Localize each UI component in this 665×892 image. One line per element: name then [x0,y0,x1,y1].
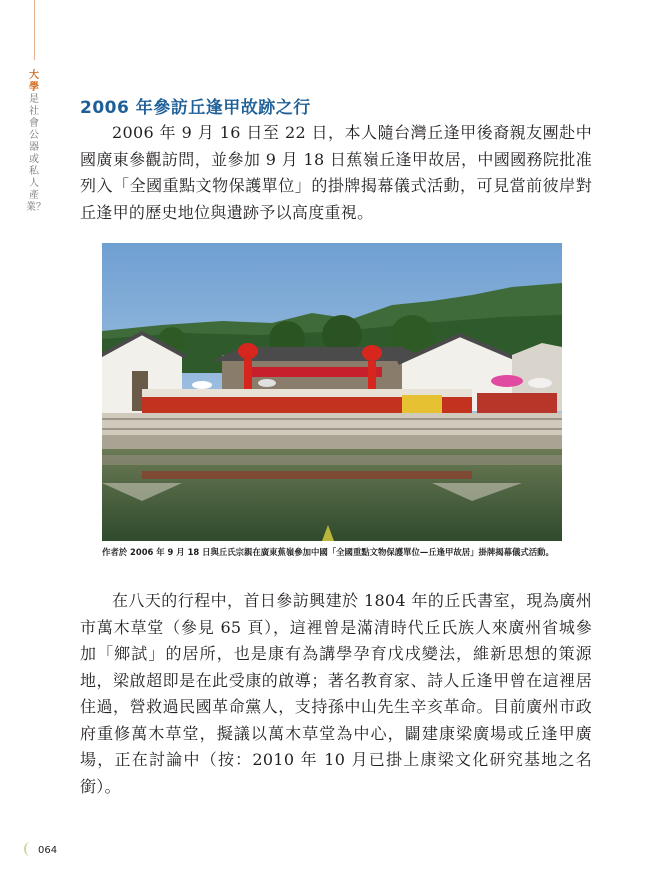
running-title-accent: 大學 [29,70,39,93]
umbrella [491,375,523,387]
page-arc-icon [24,842,36,856]
side-rule [34,0,35,60]
running-title-text: 是社會公器或私人產業？ [26,94,46,213]
running-title [26,70,46,214]
balustrade [102,413,562,435]
page-number-text: 064 [38,845,58,856]
lantern-left [238,343,258,359]
paragraph-1: 2006 年 9 月 16 日至 22 日，本人隨台灣丘逢甲後裔親友團赴中國廣東參觀訪問，並參加 9 月 18 日蕉嶺丘逢甲故居，中國國務院批准列入「全國重點文物保護單位」的掛牌揭幕儀式活動，可見當前彼岸對丘逢甲的歷史地位與遺跡予以高度重視。 [80,123,592,222]
section-heading: 2006 年參訪丘逢甲故跡之行 [80,98,311,118]
photo-caption: 作者於 2006 年 9 月 18 日與丘氏宗親在廣東蕉嶺參加中國「全國重點文物保護單位—丘逢甲故居」掛牌揭幕儀式活動。 [102,547,554,557]
paragraph-2: 在八天的行程中，首日參訪興建於 1804 年的丘氏書室，現為廣州市萬木草堂（參見 65 頁），這裡曾是滿清時代丘氏族人來廣州省城參加「鄉試」的居所，也是康有為講學孕育戊戌變法，維新思想的策源地，梁啟超即是在此受康的啟導；著名教育家、詩人丘逢甲曾在這裡居住過，營救過民國革命黨人，支持孫中山先生辛亥革命。目前廣州市政府重修萬木草堂，擬議以萬木草堂為中心，闢建康梁廣場或丘逢甲廣場，正在討論中（按：2010 年 10 月已掛上康梁文化研究基地之名銜）。 [80,591,592,796]
ceremony-photo-illustration [102,243,562,541]
red-banner [252,367,382,377]
lantern-right [362,345,382,361]
ceremony-photo [102,243,562,541]
page-number [24,842,57,856]
